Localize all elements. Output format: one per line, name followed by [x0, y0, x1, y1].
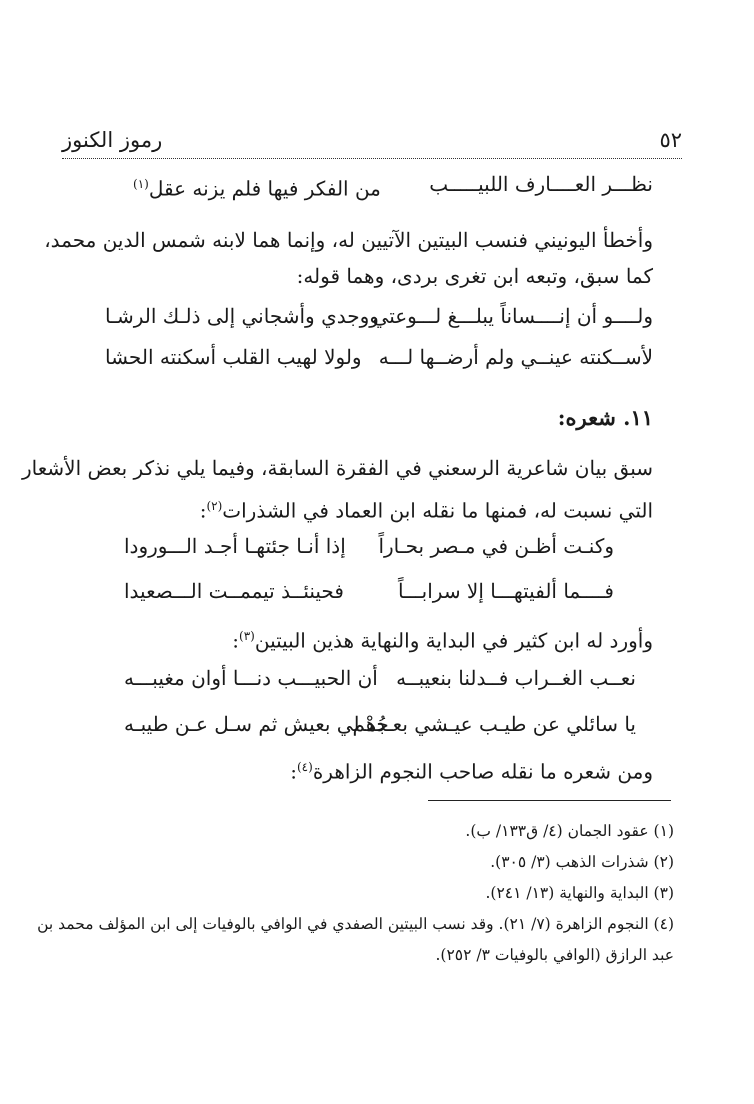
- verse-4: [124, 532, 614, 562]
- running-title: رموز الكنوز: [62, 128, 163, 152]
- verse-6: [124, 664, 636, 694]
- footnote-separator: [428, 800, 671, 801]
- footnote-ref-2: (٢): [206, 499, 223, 513]
- verse-7-second-hemistich: جُدْ لي بعيش ثم سـل عـن طيبـه: [124, 712, 389, 736]
- verse-3: [105, 343, 653, 373]
- footnote-ref-4: (٤): [296, 760, 313, 774]
- footnote-3: (٣) البداية والنهاية (١٣/ ٢٤١).: [485, 884, 674, 902]
- verse-5-second-hemistich: فحينئــذ تيممــت الـــصعيدا: [124, 579, 344, 603]
- verse-2-second-hemistich: ووجدي وأشجاني إلى ذلـك الرشـا: [105, 304, 379, 328]
- verse-6-first-hemistich: نعــب الغــراب فــدلنا بنعيبــه: [396, 666, 636, 690]
- verse-1: [133, 170, 653, 200]
- paragraph-3-line: وأورد له ابن كثير في البداية والنهاية هذين البيتين$^{(٣)}$:: [232, 628, 653, 653]
- verse-5: [124, 577, 614, 607]
- footnote-ref-1: (١): [133, 177, 149, 191]
- verse-4-first-hemistich: وكنـت أظـن في مـصر بحـاراً: [378, 534, 614, 558]
- page-number: ٥٢: [659, 128, 682, 152]
- footnote-ref-3: (٣): [239, 629, 255, 643]
- page-header: [62, 128, 682, 162]
- verse-4-second-hemistich: إذا أنـا جئتهـا أجـد الـــورودا: [124, 534, 346, 558]
- paragraph-2-line-1: سبق بيان شاعرية الرسعني في الفقرة السابقة، وفيما يلي نذكر بعض الأشعار: [22, 456, 653, 480]
- verse-3-first-hemistich: لأســكنته عينــي ولم أرضــها لـــه: [378, 345, 653, 369]
- verse-2: [105, 302, 653, 332]
- verse-1-first-hemistich: نظـــر العــــارف اللبيـــــب: [429, 172, 653, 196]
- paragraph-4-line: ومن شعره ما نقله صاحب النجوم الزاهرة$^{(٤)}$:: [290, 759, 653, 784]
- footnote-2: (٢) شذرات الذهب (٣/ ٣٠٥).: [490, 853, 674, 871]
- paragraph-1-line-1: وأخطأ اليونيني فنسب البيتين الآتيين له، وإنما هما لابنه شمس الدين محمد،: [44, 228, 653, 252]
- footnote-4-line-2: عبد الرازق (الوافي بالوفيات ٣/ ٢٥٢).: [435, 946, 674, 964]
- header-rule: [62, 158, 682, 159]
- verse-7: [124, 710, 636, 740]
- paragraph-1-line-2: كما سبق، وتبعه ابن تغرى بردى، وهما قوله:: [296, 264, 653, 288]
- footnote-1: (١) عقود الجمان (٤/ ق١٣٣/ ب).: [465, 822, 674, 840]
- verse-1-second-hemistich: من الفكر فيها فلم يزنه عقل: [148, 176, 381, 201]
- verse-2-first-hemistich: ولــــو أن إنــــساناً يبلـــغ لـــوعتي: [372, 304, 653, 328]
- section-heading: ١١. شعره:: [557, 405, 653, 430]
- verse-3-second-hemistich: ولولا لهيب القلب أسكنته الحشا: [105, 345, 362, 369]
- paragraph-2-line-2: التي نسبت له، فمنها ما نقله ابن العماد في الشذرات$^{(٢)}$:: [199, 498, 653, 523]
- verse-6-second-hemistich: أن الحبيـــب دنـــا أوان مغيبـــه: [124, 666, 378, 690]
- verse-5-first-hemistich: فــــما ألفيتهـــا إلا سرابـــاً: [397, 579, 614, 603]
- footnote-4-line-1: (٤) النجوم الزاهرة (٧/ ٢١). وقد نسب البيتين الصفدي في الوافي بالوفيات إلى ابن المؤلف محمد بن: [37, 915, 674, 933]
- verse-7-first-hemistich: يا سائلي عن طيـب عيـشي بعـدهم: [352, 712, 636, 736]
